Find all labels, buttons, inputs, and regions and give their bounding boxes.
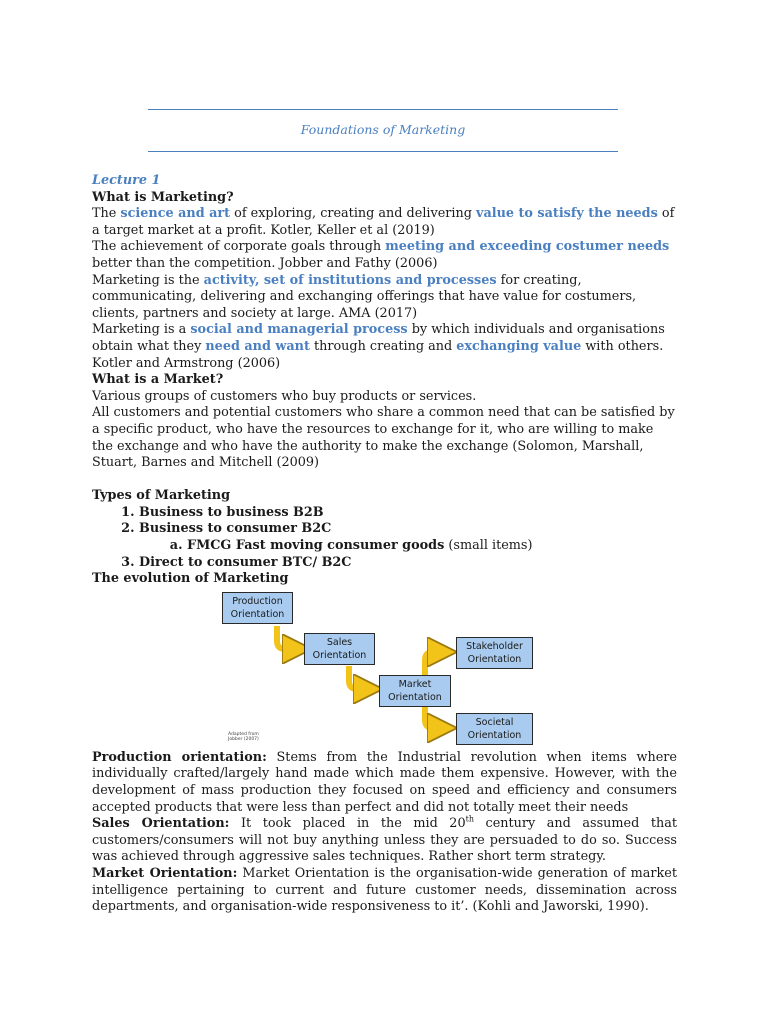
definition-text: with others. Kotler and Armstrong (2006) [92, 338, 664, 371]
list-item-label: Direct to consumer BTC/ B2C [139, 554, 352, 570]
evolution-heading: The evolution of Marketing [92, 571, 289, 587]
market-orientation-box: Market Orientation [379, 675, 451, 707]
definition-ama-2017 [92, 273, 677, 323]
highlight-term: value to satisfy the needs [476, 206, 658, 222]
definition-text: Marketing is the [92, 272, 204, 288]
paragraph-text: century and assumed that customers/consumers will not buy anything unless they are persuaded to do so. Success was achieved through aggressive sales techniques. Rather short term strategy. [92, 816, 678, 865]
header-rule-top [148, 109, 618, 110]
paragraph-label: Production orientation: [92, 749, 267, 765]
document-header-title: Foundations of Marketing [300, 122, 466, 137]
definition-kotler-2019 [92, 206, 677, 239]
list-item [139, 521, 677, 554]
flow-arrow [349, 666, 368, 689]
market-orientation-paragraph [92, 866, 677, 916]
highlight-term: activity, set of institutions and processes [203, 272, 497, 288]
sub-list-item [187, 538, 677, 555]
stakeholder-orientation-box: Stakeholder Orientation [456, 637, 533, 669]
spacer [92, 472, 677, 489]
list-item [139, 505, 677, 522]
highlight-term: exchanging value [456, 338, 582, 354]
list-item-label: Business to consumer B2C [139, 521, 332, 537]
lecture-label: Lecture 1 [92, 173, 161, 188]
definition-text: through creating and [309, 338, 457, 354]
paragraph-text: Stems from the Industrial revolution when items where individually crafted/largely hand made which made them expensive. However, with the development of mass production they focused on speed and efficiency and consumers accepted products that were less than perfect and did not totally meet their needs [92, 749, 677, 815]
definition-text: The achievement of corporate goals through [92, 239, 386, 255]
definition-kotler-2006 [92, 322, 677, 372]
definition-text: better than the competition. Jobber and Fathy (2006) [92, 255, 438, 271]
paragraph-label: Sales Orientation: [92, 816, 230, 832]
paragraph-text: It took placed in the mid 20 [229, 816, 466, 832]
superscript: th [465, 814, 474, 824]
sub-list [139, 538, 677, 555]
flow-arrow [277, 626, 297, 649]
what-is-marketing-heading: What is Marketing? [92, 189, 234, 205]
highlight-term: social and managerial process [190, 322, 408, 338]
paragraph-label: Market Orientation: [92, 866, 238, 881]
market-definition-1: Various groups of customers who buy products or services. [92, 388, 477, 404]
types-list [92, 505, 677, 571]
paragraph-text: Market Orientation is the organisation-wide generation of market intelligence pertaining to current and future customer needs, dissemination across departments, and organisation-wide responsiveness to it’. (Kohli and Jaworski, 1990). [92, 866, 677, 915]
evolution-diagram [218, 590, 551, 750]
societal-orientation-box: Societal Orientation [456, 713, 533, 745]
definition-jobber-2006 [92, 239, 677, 272]
market-definition-2: All customers and potential customers who share a common need that can be satisfied by a specific product, who have the resources to exchange for it, who are willing to make the exchange and who have the authority to make the exchange (Solomon, Marshall, Stuart, Barnes and Mitchell (2009) [92, 405, 675, 471]
definition-text: of a target market at a profit. Kotler, Keller et al (2019) [92, 206, 675, 238]
sub-item-note: (small items) [444, 538, 533, 554]
highlight-term: science and art [120, 206, 231, 222]
what-is-market-heading: What is a Market? [92, 372, 224, 388]
list-item-label: Business to business B2B [139, 504, 324, 520]
highlight-term: meeting and exceeding costumer needs [385, 239, 670, 255]
sub-item-bold: FMCG Fast moving consumer goods [187, 538, 445, 554]
production-orientation-paragraph [92, 750, 677, 816]
types-of-marketing-heading: Types of Marketing [92, 488, 231, 504]
header-rule-bottom [148, 151, 618, 152]
definition-text: by which individuals and organisations obtain what they [92, 322, 665, 354]
production-orientation-box: Production Orientation [222, 592, 293, 624]
document-body [92, 173, 677, 916]
definition-text: of exploring, creating and delivering [230, 206, 477, 222]
orientations-section [92, 750, 677, 916]
diagram-credit: Adapted from Jobber (2007) [228, 731, 259, 742]
definition-text: The [92, 206, 121, 222]
list-item [139, 555, 677, 572]
sales-orientation-paragraph [92, 816, 677, 866]
highlight-term: need and want [205, 338, 310, 354]
flow-arrow [425, 704, 442, 728]
sales-orientation-box: Sales Orientation [304, 633, 375, 665]
definition-text: for creating, communicating, delivering and exchanging offerings that have value for costumers, clients, partners and society at large. AMA (2017) [92, 272, 637, 321]
definition-text: Marketing is a [92, 322, 191, 338]
